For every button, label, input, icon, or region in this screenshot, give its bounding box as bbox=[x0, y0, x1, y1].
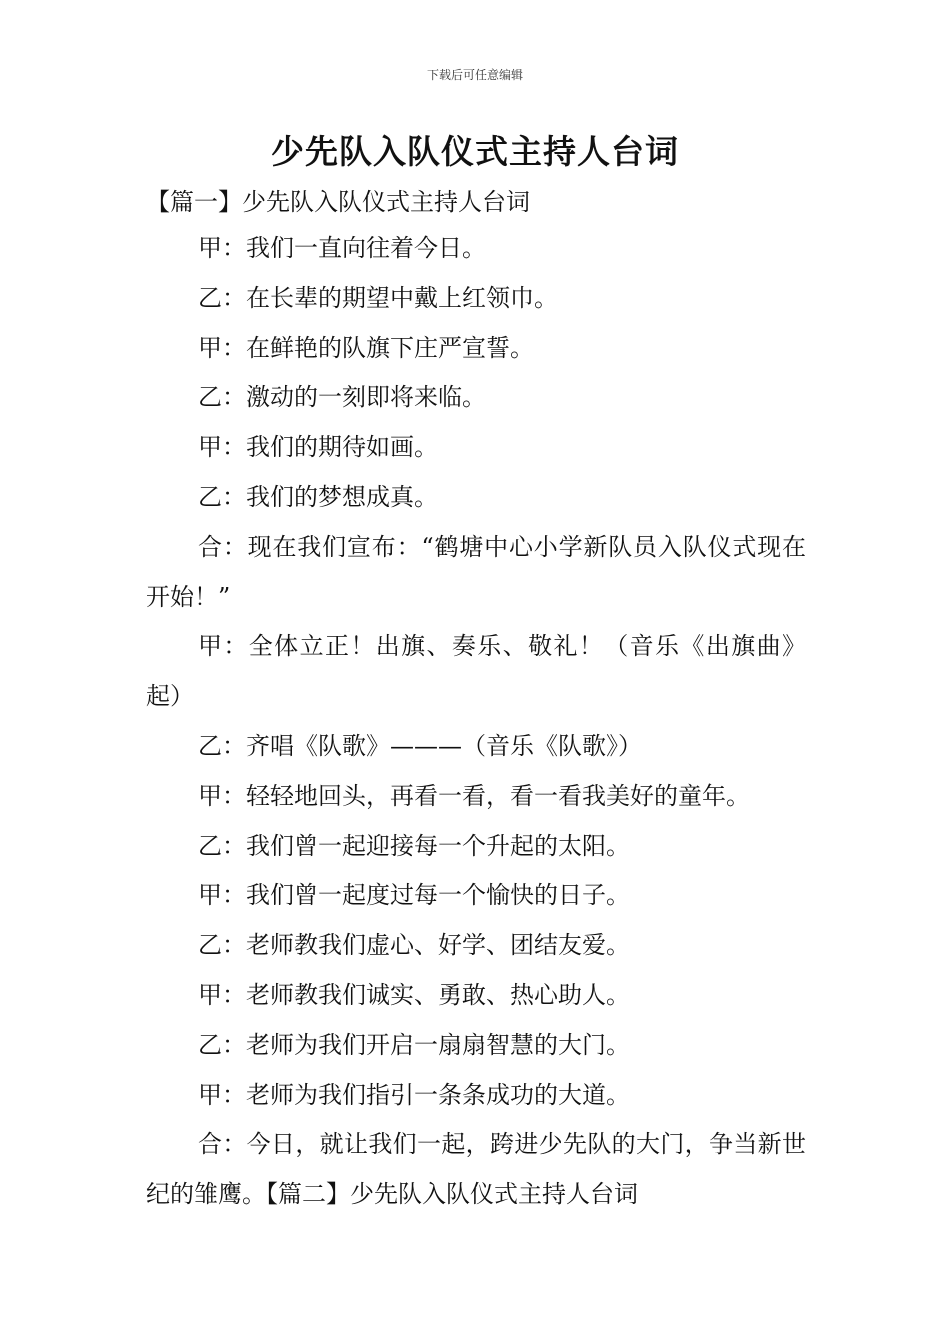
dialogue-line: 乙：齐唱《队歌》———（音乐《队歌》） bbox=[198, 731, 642, 760]
dialogue-line: 甲：我们的期待如画。 bbox=[198, 433, 438, 462]
section-heading-1: 【篇一】少先队入队仪式主持人台词 bbox=[146, 188, 530, 216]
dialogue-line: 甲：老师为我们指引一条条成功的大道。 bbox=[198, 1080, 630, 1109]
dialogue-line: 甲：轻轻地回头，再看一看，看一看我美好的童年。 bbox=[198, 781, 750, 810]
dialogue-line: 乙：激动的一刻即将来临。 bbox=[198, 383, 486, 412]
dialogue-line: 甲：在鲜艳的队旗下庄严宣誓。 bbox=[198, 333, 534, 362]
document-title: 少先队入队仪式主持人台词 bbox=[271, 132, 679, 171]
dialogue-line-text: 合：今日，就让我们一起，跨进少先队的大门，争当新世纪的雏鹰。 bbox=[146, 1130, 806, 1209]
dialogue-line: 乙：我们曾一起迎接每一个升起的太阳。 bbox=[198, 831, 630, 860]
header-note: 下载后可任意编辑 bbox=[426, 68, 523, 82]
dialogue-line: 甲：我们曾一起度过每一个愉快的日子。 bbox=[198, 881, 630, 910]
dialogue-line: 甲：老师教我们诚实、勇敢、热心助人。 bbox=[198, 980, 630, 1009]
dialogue-line-final bbox=[146, 1120, 806, 1220]
section-heading-2: 【篇二】少先队入队仪式主持人台词 bbox=[266, 1180, 638, 1209]
dialogue-line: 合：现在我们宣布：“鹤塘中心小学新队员入队仪式现在开始！” bbox=[146, 532, 806, 611]
dialogue-line: 乙：在长辈的期望中戴上红领巾。 bbox=[198, 283, 558, 312]
dialogue-line: 乙：我们的梦想成真。 bbox=[198, 482, 438, 511]
dialogue-line: 乙：老师教我们虚心、好学、团结友爱。 bbox=[198, 931, 630, 960]
document-body bbox=[146, 224, 806, 1220]
dialogue-line: 甲：我们一直向往着今日。 bbox=[198, 234, 486, 262]
dialogue-line: 乙：老师为我们开启一扇扇智慧的大门。 bbox=[198, 1030, 630, 1059]
dialogue-line: 甲：全体立正！出旗、奏乐、敬礼！（音乐《出旗曲》起） bbox=[146, 632, 806, 711]
